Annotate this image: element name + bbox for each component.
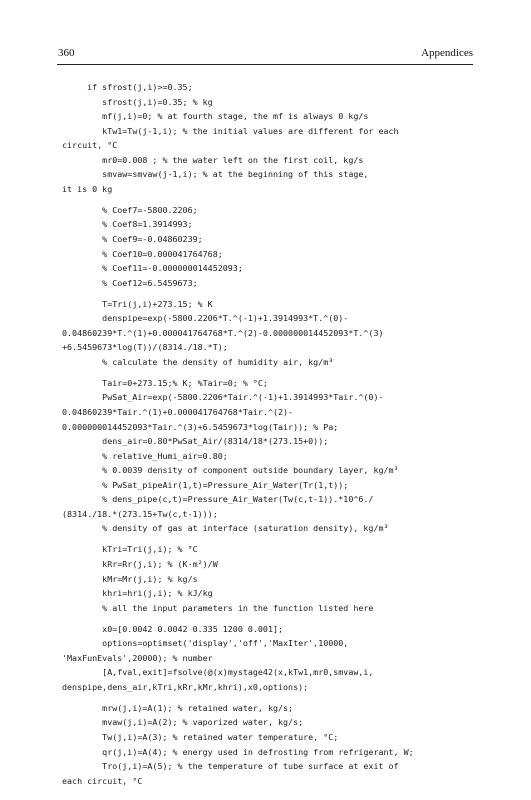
code-line: % Coef9=-0.04860239; <box>62 233 203 244</box>
code-line: denspipe,dens_air,kTri,kRr,kMr,khri),x0,options); <box>62 681 309 692</box>
code-line: % Coef7=-5800.2206; <box>62 204 198 215</box>
code-line: mf(j,i)=0; % at fourth stage, the mf is always 0 kg/s <box>62 111 369 122</box>
code-line: x0=[0.0042 0.0042 0.335 1200 0.001]; <box>62 623 284 634</box>
code-line: denspipe=exp(-5800.2206*T.^(-1)+1.3914993*T.^(0)- <box>62 313 349 324</box>
code-line: kTri=Tri(j,i); % °C <box>62 544 198 555</box>
running-header: Appendices <box>421 47 473 59</box>
code-line: circuit, °C <box>62 140 118 151</box>
code-line: % calculate the density of humidity air, kg/m³ <box>62 356 334 367</box>
header-rule <box>57 64 473 65</box>
code-line: kTw1=Tw(j-1,i); % the initial values are different for each <box>62 125 399 136</box>
code-line: Tair=0+273.15;% K; %Tair=0; % °C; <box>62 377 268 388</box>
code-line: % Coef12=6.5459673; <box>62 277 198 288</box>
code-line: T=Tri(j,i)+273.15; % K <box>62 298 213 309</box>
code-line: % Coef8=1.3914993; <box>62 219 193 230</box>
code-line: 0.04860239*Tair.^(1)+0.000041764768*Tair.^(2)- <box>62 406 294 417</box>
code-line: [A,fval,exit]=fsolve(@(x)mystage42(x,kTw1,mr0,smvaw,i, <box>62 667 374 678</box>
code-line: dens_air=0.80*PwSat_Air/(8314/18*(273.15+0)); <box>62 436 329 447</box>
code-line: (8314./18.*(273.15+Tw(c,t-1))); <box>62 508 218 519</box>
code-line: % 0.0039 density of component outside boundary layer, kg/m³ <box>62 465 399 476</box>
code-line: if sfrost(j,i)>=0.35; <box>62 82 193 92</box>
code-line: % density of gas at interface (saturation density), kg/m³ <box>62 523 389 534</box>
code-line: khri=hri(j,i); % kJ/kg <box>62 588 213 599</box>
code-line: each circuit, °C <box>62 775 143 786</box>
code-line: it is 0 kg <box>62 183 113 194</box>
code-line: 0.000000014452093*Tair.^(3)+6.5459673*log(Tair)); % Pa; <box>62 421 339 432</box>
code-line: smvaw=smvaw(j-1,i); % at the beginning of this stage, <box>62 169 369 180</box>
code-line: 0.04860239*T.^(1)+0.000041764768*T.^(2)-0.000000014452093*T.^(3) <box>62 327 384 338</box>
code-line: qr(j,i)=A(4); % energy used in defrosting from refrigerant, W; <box>62 746 414 757</box>
code-line: % Coef10=0.000041764768; <box>62 248 223 259</box>
code-line: kMr=Mr(j,i); % kg/s <box>62 573 198 584</box>
code-line: % relative_Humi_air=0.80; <box>62 450 228 461</box>
code-line: mvaw(j,i)=A(2); % vaporized water, kg/s; <box>62 717 304 728</box>
code-line: Tw(j,i)=A(3); % retained water temperature, °C; <box>62 731 339 742</box>
code-line: +6.5459673*log(T))/(8314./18.*T); <box>62 342 228 353</box>
code-line: 'MaxFunEvals',20000); % number <box>62 652 213 663</box>
code-line: % dens_pipe(c,t)=Pressure_Air_Water(Tw(c,t-1)).*10^6./ <box>62 494 374 505</box>
code-line: mr0=0.008 ; % the water left on the first coil, kg/s <box>62 154 364 165</box>
code-line: % Coef11=-0.000000014452093; <box>62 263 243 274</box>
code-line: kRr=Rr(j,i); % (K·m²)/W <box>62 558 218 569</box>
code-line: Tro(j,i)=A(5); % the temperature of tube surface at exit of <box>62 761 399 772</box>
page-number: 360 <box>58 47 75 59</box>
code-line: options=optimset('display','off','MaxIter',10000, <box>62 638 349 649</box>
code-line: % all the input parameters in the function listed here <box>62 602 374 613</box>
code-line: PwSat_Air=exp(-5800.2206*Tair.^(-1)+1.3914993*Tair.^(0)- <box>62 392 384 403</box>
code-listing <box>62 80 472 788</box>
code-line: sfrost(j,i)=0.35; % kg <box>62 96 213 107</box>
code-line: % PwSat_pipeAir(1,t)=Pressure_Air_Water(Tr(1,t)); <box>62 479 349 490</box>
code-line: mrw(j,i)=A(1); % retained water, kg/s; <box>62 702 294 713</box>
